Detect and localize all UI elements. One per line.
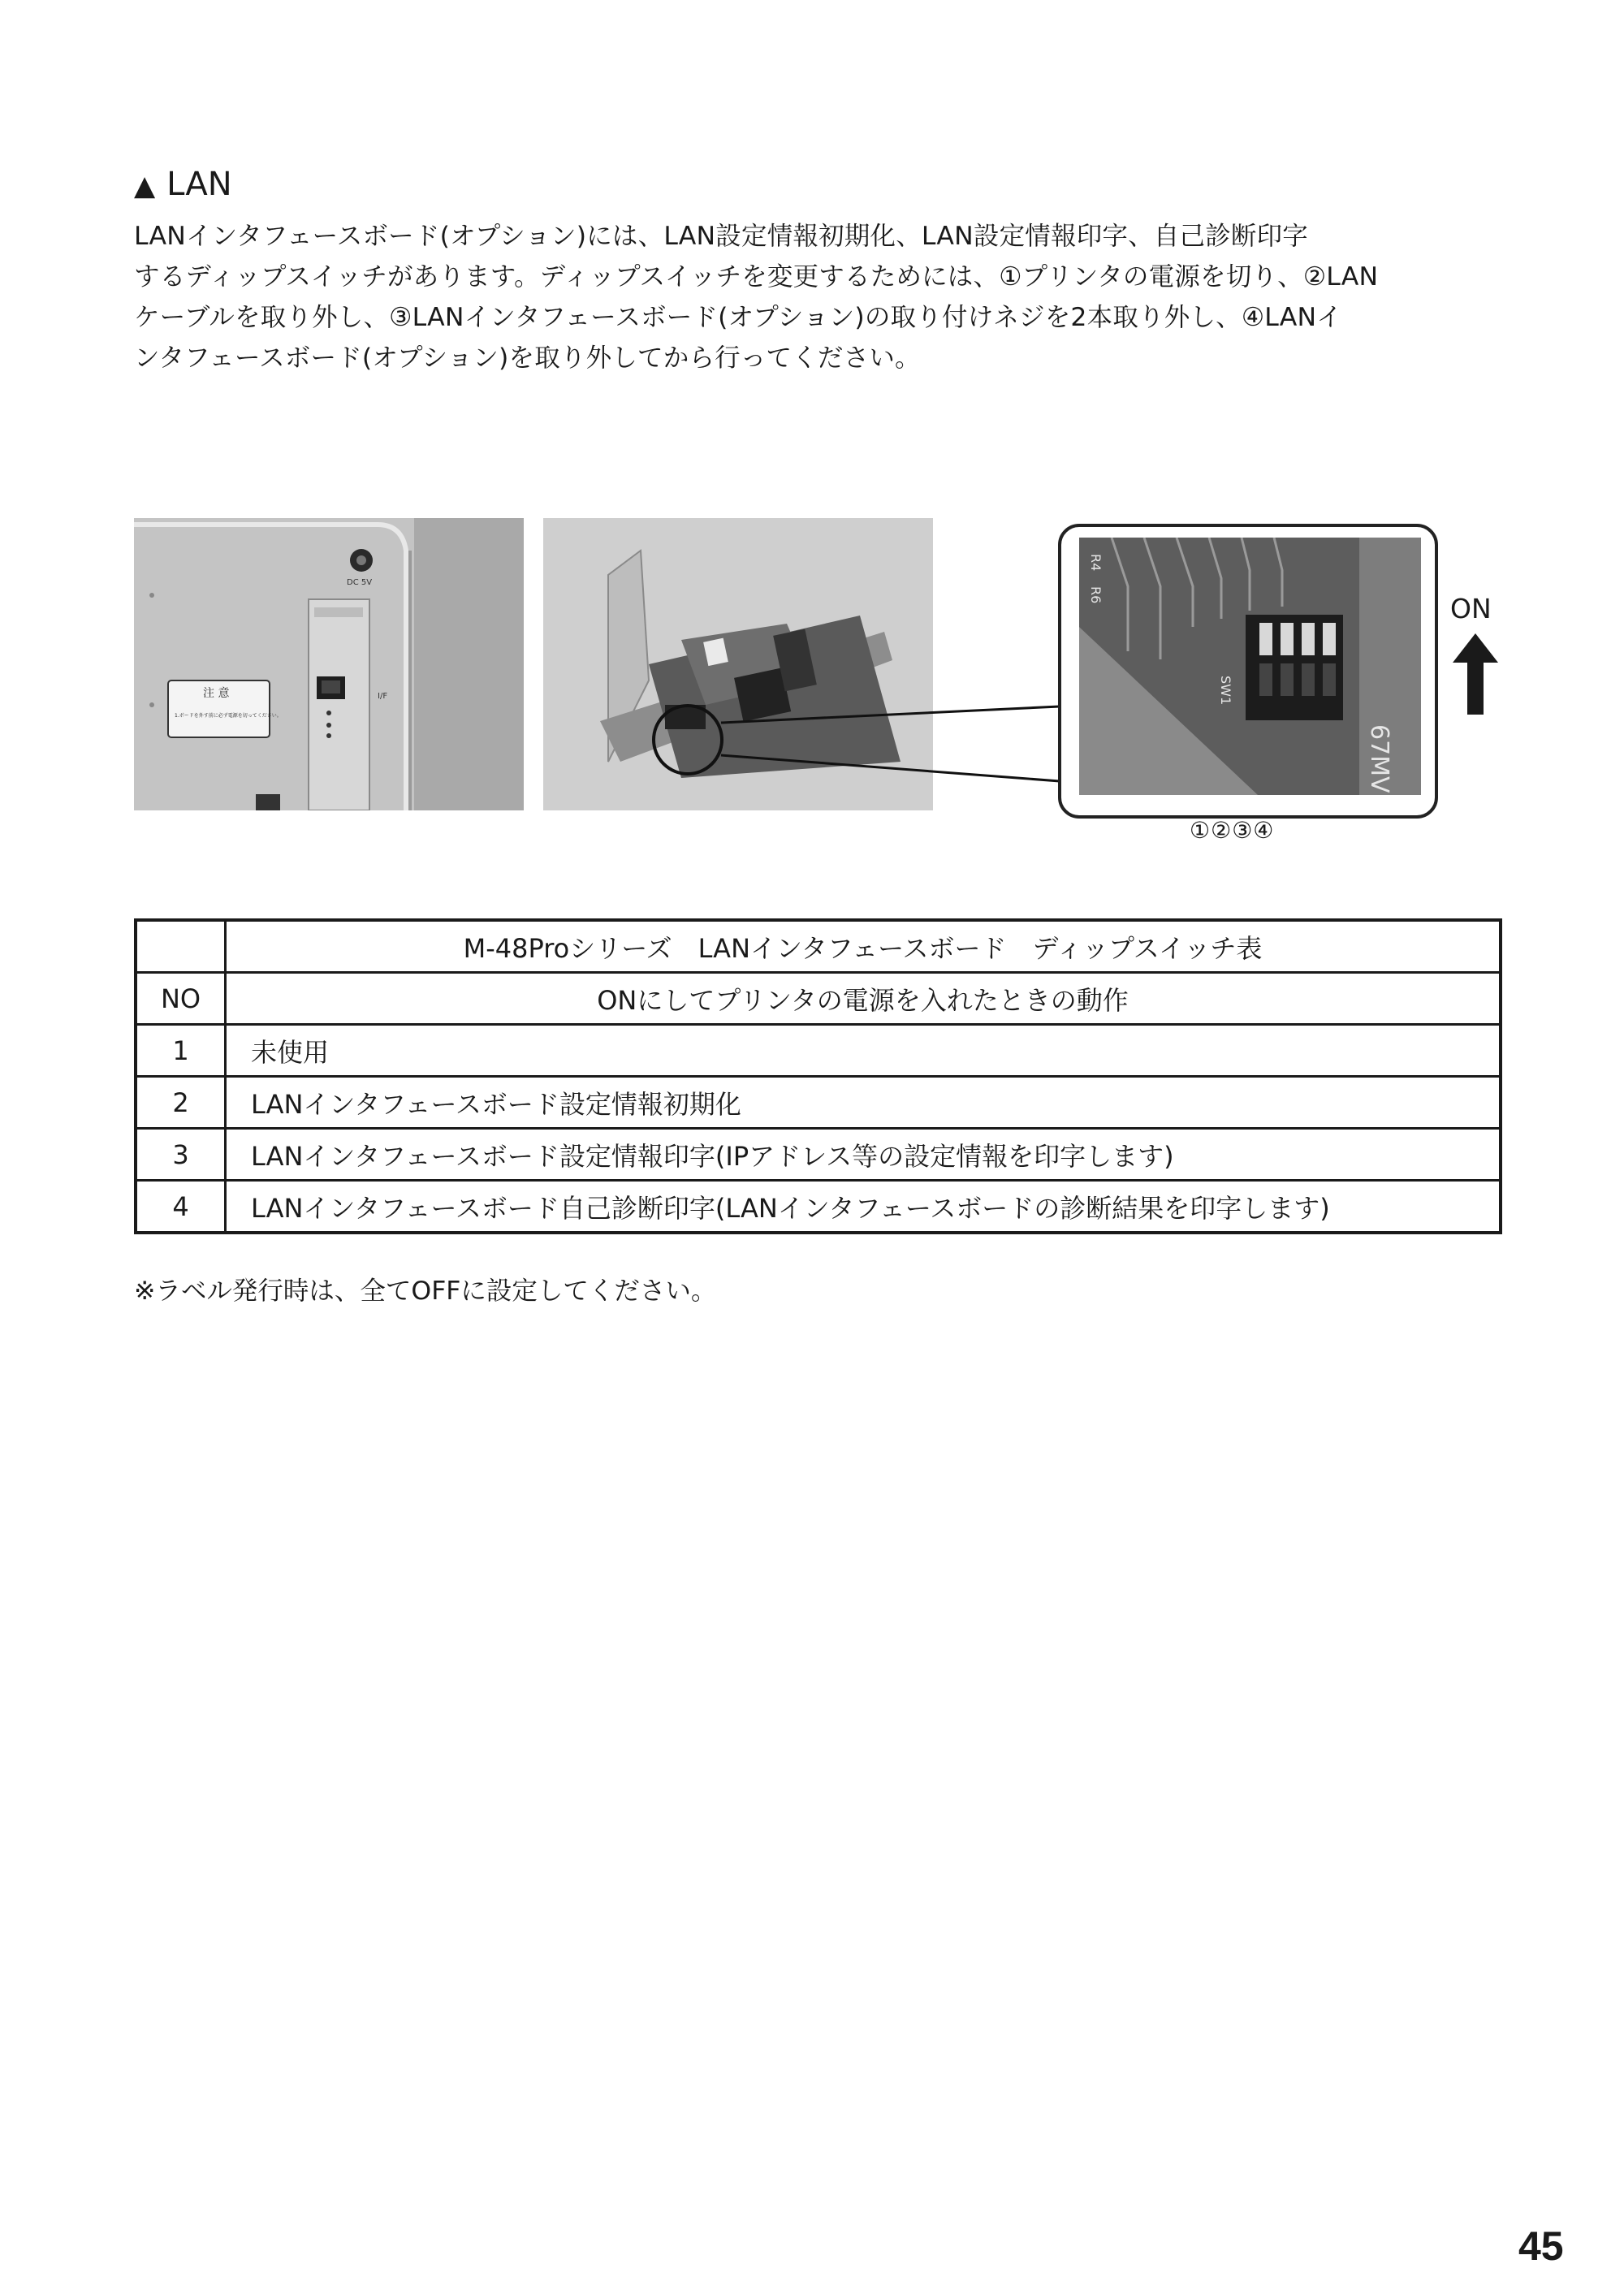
row-desc: LANインタフェースボード自己診断印字(LANインタフェースボードの診断結果を印字します) bbox=[226, 1181, 1501, 1233]
table-row bbox=[136, 1077, 1501, 1129]
row-no: 2 bbox=[136, 1077, 226, 1129]
table-row bbox=[136, 1129, 1501, 1181]
row-desc: LANインタフェースボード設定情報初期化 bbox=[226, 1077, 1501, 1129]
zoom-sw-label: SW1 bbox=[1218, 676, 1233, 706]
page-number: 45 bbox=[1518, 2223, 1564, 2269]
arrow-up-icon bbox=[1453, 633, 1498, 715]
table-row bbox=[136, 1025, 1501, 1077]
row-desc: LANインタフェースボード設定情報印字(IPアドレス等の設定情報を印字します) bbox=[226, 1129, 1501, 1181]
table-cell bbox=[136, 920, 226, 973]
zoom-r2-label: R6 bbox=[1088, 586, 1104, 604]
section-heading-text: LAN bbox=[166, 166, 232, 203]
footnote: ※ラベル発行時は、全てOFFに設定してください。 bbox=[134, 1277, 717, 1306]
col-header-action: ONにしてプリンタの電源を入れたときの動作 bbox=[226, 973, 1501, 1025]
row-no: 3 bbox=[136, 1129, 226, 1181]
triangle-up-icon: ▲ bbox=[134, 170, 156, 202]
if-label: I/F bbox=[378, 692, 388, 701]
table-row bbox=[136, 1181, 1501, 1233]
row-no: 1 bbox=[136, 1025, 226, 1077]
zoom-r-label: R4 bbox=[1088, 554, 1104, 572]
row-no: 4 bbox=[136, 1181, 226, 1233]
dip-switch-zoom-photo bbox=[1079, 538, 1421, 795]
intro-line: LANインタフェースボード(オプション)には、LAN設定情報初期化、LAN設定情報印字、自己診断印字 bbox=[134, 222, 1308, 251]
table-title: M-48Proシリーズ LANインタフェースボード ディップスイッチ表 bbox=[226, 920, 1501, 973]
table-header-row bbox=[136, 973, 1501, 1025]
dip-switch-table bbox=[134, 918, 1502, 1234]
on-label: ON bbox=[1450, 593, 1492, 624]
zoom-model-label: 67MV bbox=[1365, 724, 1393, 793]
intro-line: ケーブルを取り外し、③LANインタフェースボード(オプション)の取り付けネジを2本取り外し、④LANイ bbox=[134, 303, 1342, 332]
intro-line: するディップスイッチがあります。ディップスイッチを変更するためには、①プリンタの電源を切り、②LAN bbox=[134, 262, 1379, 292]
intro-line: ンタフェースボード(オプション)を取り外してから行ってください。 bbox=[134, 343, 921, 373]
switch-numbers: ①②③④ bbox=[1190, 817, 1275, 844]
dc-label: DC 5V bbox=[347, 578, 373, 587]
col-header-no: NO bbox=[136, 973, 226, 1025]
caution-text: 1.ボードを外す前に必ず電源を切ってください。 bbox=[175, 713, 282, 719]
row-desc: 未使用 bbox=[226, 1025, 1501, 1077]
caution-title: 注 意 bbox=[203, 687, 230, 700]
table-title-row bbox=[136, 920, 1501, 973]
